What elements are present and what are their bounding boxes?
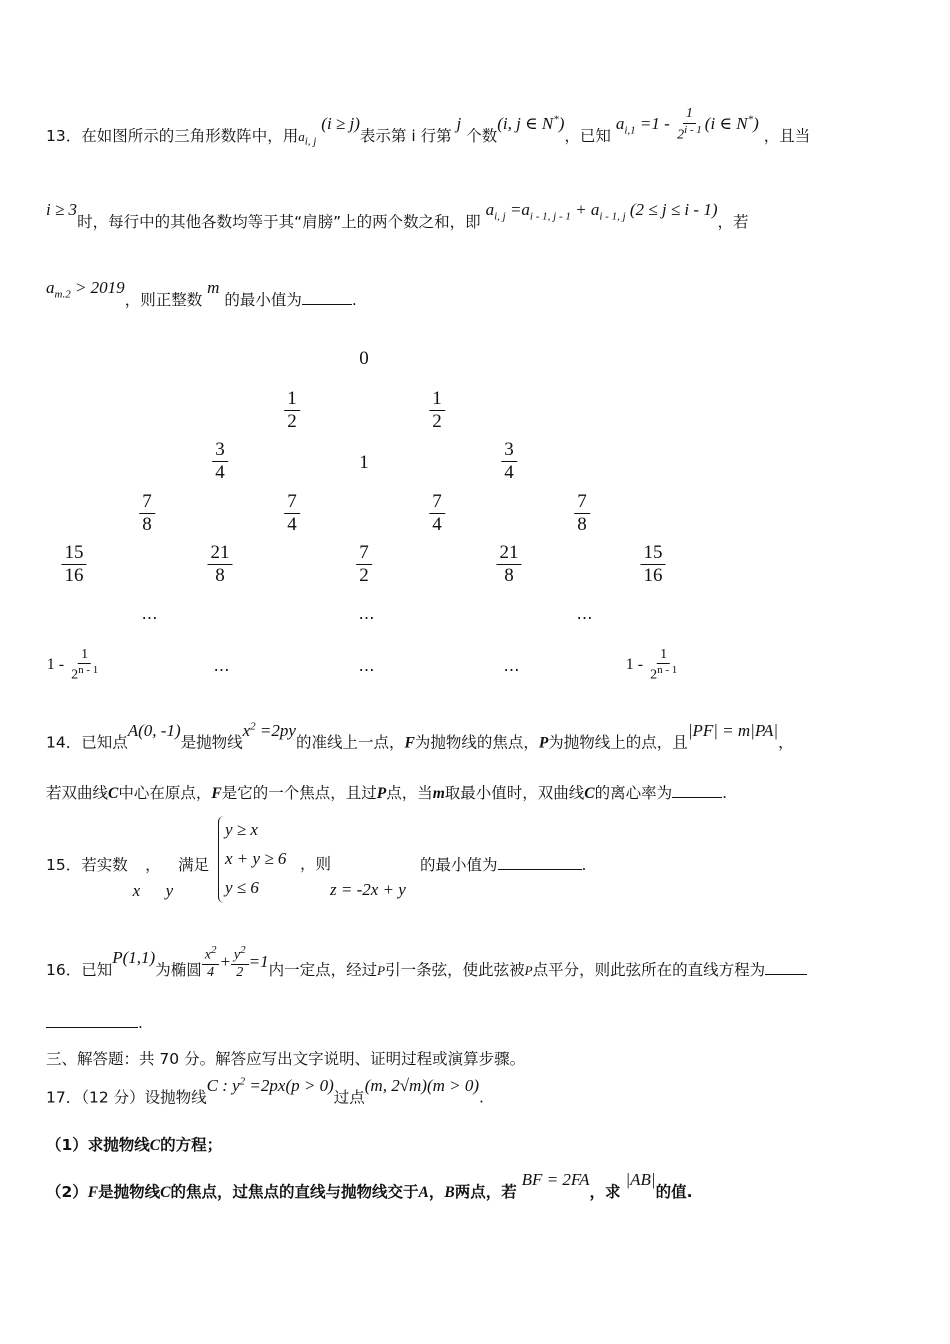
constraint: y ≥ x <box>225 820 258 839</box>
text: 点，当 <box>386 784 433 802</box>
math-parabola: $x^2 =2py$ <box>242 720 296 740</box>
q17-stem <box>46 1075 484 1108</box>
tri-r4c4: $\frac{7}{8}$ <box>574 491 590 536</box>
text: 取最小值时，双曲线 <box>444 784 585 802</box>
text: 两点，若 <box>454 1183 517 1201</box>
tri-r5c1: $\frac{15}{16}$ <box>62 542 87 587</box>
tri-dots: … <box>358 604 376 623</box>
tri-dots: … <box>576 604 594 623</box>
answer-blank <box>765 960 807 975</box>
text: 点平分，则此弦所在的直线方程为 <box>532 961 766 980</box>
math-i-ge-j: (i ≥ j) <box>321 114 360 134</box>
math-z: z = -2x + y <box>330 880 406 899</box>
answer-blank <box>498 855 582 870</box>
tri-r3c3: $\frac{3}{4}$ <box>501 439 517 484</box>
text: 为抛物线上的点，且 <box>548 733 688 752</box>
text: . <box>138 1014 143 1032</box>
tri-r1: 0 <box>359 348 369 369</box>
q14-line2 <box>46 783 727 804</box>
tri-dots: … <box>503 656 521 675</box>
text: 满足 <box>178 856 210 874</box>
text: . <box>581 856 587 874</box>
text: 表示第 i 行第 <box>359 127 452 146</box>
math-m: m <box>432 785 445 802</box>
math-ai1: $a_{i,1} =1$ - $\frac{1}{2^{i - 1}}$ (i ∈ N*) <box>615 106 759 143</box>
text: 的焦点，过焦点的直线与抛物线交于 <box>170 1183 419 1201</box>
math-F: F <box>404 734 415 752</box>
math-C: C <box>108 785 119 802</box>
text: ，已知 <box>564 127 611 146</box>
tri-r5c3: $\frac{7}{2}$ <box>356 542 372 587</box>
tri-r3c2: 1 <box>359 452 369 473</box>
math-am2: $a_{m.2} > 2019$ <box>46 278 125 301</box>
tri-r5c4: $\frac{21}{8}$ <box>497 542 522 587</box>
text: （2） <box>46 1183 88 1201</box>
math-C: C <box>160 1184 171 1201</box>
math-P: P <box>376 785 387 802</box>
math-A: A(0, -1) <box>127 720 181 740</box>
text: 是抛物线 <box>180 733 243 752</box>
tri-r5c5: $\frac{15}{16}$ <box>641 542 666 587</box>
text: 的最小值为 <box>420 856 498 874</box>
text: 14．已知点 <box>46 733 128 752</box>
text: 的值. <box>655 1183 693 1201</box>
text: 16．已知 <box>46 961 113 980</box>
q15-line <box>46 855 210 900</box>
text: 过点 <box>333 1088 365 1107</box>
tri-r3c1: $\frac{3}{4}$ <box>212 439 228 484</box>
text: ，求 <box>589 1183 621 1201</box>
q15-system <box>218 816 286 903</box>
text: . <box>351 291 357 309</box>
math-ratio: |PF| = m|PA| <box>687 720 779 740</box>
math-C: C <box>149 1137 161 1154</box>
text: 17．（12 分）设抛物线 <box>46 1088 207 1107</box>
text: ，则 <box>300 855 332 873</box>
q17-part2 <box>46 1170 693 1203</box>
text: 内一定点，经过 <box>268 961 378 980</box>
q15-tail <box>300 855 331 874</box>
math-parabola-C: C : $y^2 =2px(p > 0)$ <box>206 1075 334 1095</box>
math-recurrence: $a_{i, j} =a_{i - 1, j - 1} + a_{i - 1, j}$ (2 ≤ j ≤ i - 1) <box>485 200 718 223</box>
constraint: x + y ≥ 6 <box>225 848 287 868</box>
tri-r2c1: $\frac{1}{2}$ <box>284 388 300 433</box>
text: 15．若实数 <box>46 856 128 874</box>
text: 的离心率为 <box>594 784 673 802</box>
text: ，则正整数 <box>124 291 203 309</box>
text: 的准线上一点， <box>295 733 405 752</box>
math-AB: |AB| <box>625 1170 656 1189</box>
math-m: m <box>207 278 220 297</box>
text: 个数 <box>466 127 498 146</box>
tri-dots: … <box>213 656 231 675</box>
tri-r4c1: $\frac{7}{8}$ <box>139 491 155 536</box>
text: ， <box>145 856 161 874</box>
text: ， <box>428 1183 445 1201</box>
q16-line2 <box>46 1013 143 1033</box>
answer-blank <box>672 783 722 798</box>
text: 若双曲线 <box>46 784 109 802</box>
text: 是它的一个焦点，且过 <box>221 784 377 802</box>
tri-dots: … <box>358 656 376 675</box>
math-F: F <box>87 1184 99 1201</box>
math-i-ge-3: i ≥ 3 <box>46 200 78 219</box>
math-vector-eq: BF = 2FA <box>521 1170 590 1189</box>
math-P: P(1,1) <box>112 948 156 968</box>
tri-dots: … <box>141 604 159 623</box>
math-domain: (i, j ∈ N*) <box>497 113 565 134</box>
math-A: A <box>418 1184 429 1201</box>
math-a-ij: $a_{i, j}$ <box>298 129 317 148</box>
text: ，且当 <box>763 127 811 146</box>
text: 中心在原点， <box>118 784 212 802</box>
text: ，若 <box>717 213 749 231</box>
math-j: j <box>456 114 462 134</box>
q17-part1 <box>46 1136 222 1156</box>
text: ， <box>778 733 794 752</box>
text: . <box>722 784 728 802</box>
tri-r2c2: $\frac{1}{2}$ <box>429 388 445 433</box>
text: 13．在如图所示的三角形数阵中，用 <box>46 127 299 146</box>
math-x: x <box>132 881 141 900</box>
math-C: C <box>584 785 595 802</box>
text: 时，每行中的其他各数均等于其“肩膀”上的两个数之和，即 <box>77 213 481 231</box>
text: 是抛物线 <box>98 1183 161 1201</box>
q13-line2 <box>46 200 749 236</box>
answer-blank <box>302 290 352 305</box>
text: 的最小值为 <box>224 291 302 309</box>
section-heading: 三、解答题：共 70 分。解答应写出文字说明、证明过程或演算步骤。 <box>46 1050 526 1068</box>
constraint: y ≤ 6 <box>225 877 259 897</box>
tri-r4c2: $\frac{7}{4}$ <box>284 491 300 536</box>
text: 的方程； <box>160 1136 223 1154</box>
text: （1）求抛物线 <box>46 1136 150 1154</box>
q15-z <box>330 880 406 900</box>
tri-last-right: 1 - $\frac{1}{2^{n - 1}}$ <box>625 647 678 683</box>
q13-line3 <box>46 278 357 314</box>
text: 为抛物线的焦点， <box>414 733 539 752</box>
q16-line1 <box>46 944 807 990</box>
math-P: P <box>538 734 549 752</box>
answer-blank <box>46 1013 138 1028</box>
math-P: P <box>524 963 533 979</box>
q14-line1 <box>46 720 794 753</box>
text: 引一条弦，使此弦被 <box>385 961 525 980</box>
text: 为椭圆 <box>155 961 202 980</box>
tri-r4c3: $\frac{7}{4}$ <box>429 491 445 536</box>
math-point: (m, 2√m)(m > 0) <box>364 1075 480 1095</box>
math-F: F <box>211 785 222 802</box>
tri-r5c2: $\frac{21}{8}$ <box>208 542 233 587</box>
tri-last-left: 1 - $\frac{1}{2^{n - 1}}$ <box>46 647 99 683</box>
math-P: P <box>377 963 386 979</box>
text: . <box>479 1088 484 1107</box>
math-y: y <box>165 881 174 900</box>
math-B: B <box>444 1184 455 1201</box>
q13-line1 <box>46 106 811 156</box>
math-ellipse: $\frac{x^2}{4}$ + $\frac{y^2}{2}$ =1 <box>202 944 269 982</box>
q15-end <box>420 855 586 875</box>
